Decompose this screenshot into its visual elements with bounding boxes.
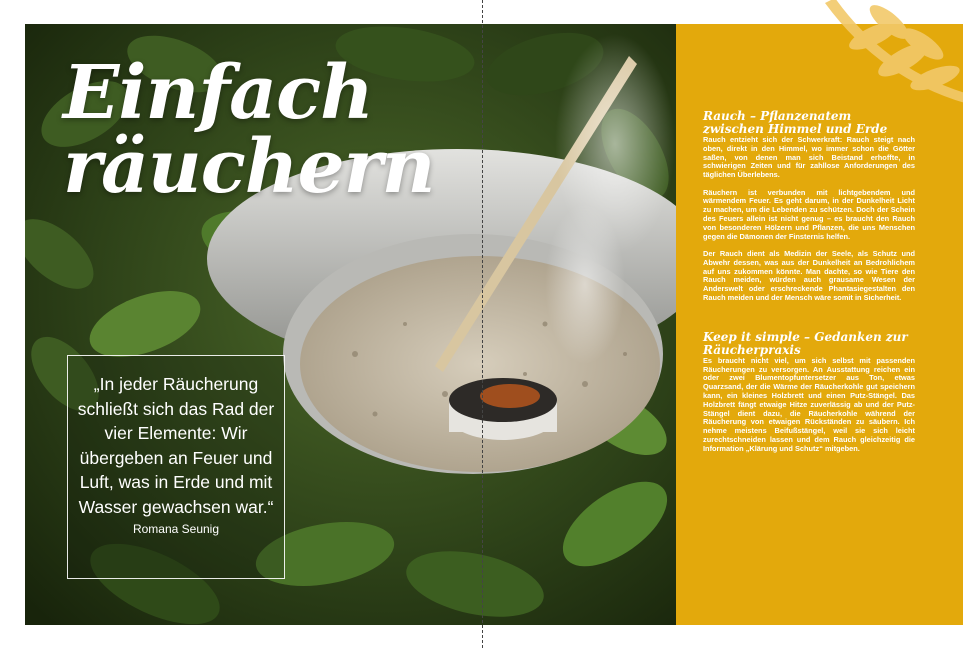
paragraph: Der Rauch dient als Medizin der Seele, als Schutz und Abwehr dessen, was aus der Dunkelheit an Bedrohlichem auf uns zukommen könnte. Man dachte, so wie Tiere den Rauch meiden, würden auch grausame Wesen der Anderswelt oder erschreckende Phantasiegestalten den Rauch meiden und der Mensch wäre somit in Sicherheit. xyxy=(703,248,915,302)
pull-quote xyxy=(67,355,285,579)
quote-text: „In jeder Räucherung schließt sich das Rad der vier Elemente: Wir übergeben an Feuer und Luft, was in Erde und mit Wasser gewachsen war.“ xyxy=(77,374,275,517)
section-heading: Rauch – Pflanzenatem zwischen Himmel und Erde xyxy=(703,109,888,136)
title-line-2: räuchern xyxy=(63,124,435,210)
paragraph: Räuchern ist verbunden mit lichtgebendem und wärmendem Feuer. Es geht darum, in der Dunkelheit Licht zu machen, um die Lebenden zu schützen. Doch der Schein des Feuers allein ist nicht genug – es braucht den Rauch von besonderen Hölzern und Pflanzen, die uns Menschen gegen die Dämonen der Finsternis helfen. xyxy=(703,187,915,241)
article-section-2 xyxy=(703,331,915,454)
wheat-leaf-icon xyxy=(825,0,963,108)
paragraph: Rauch entzieht sich der Schwerkraft: Rauch steigt nach oben, direkt in den Himmel, wo immer schon die Götter saßen, von denen man sich Beistand erhoffte, in schwierigen Zeiten und für zahllose Anforderungen des täglichen Überlebens. xyxy=(703,135,915,180)
page-fold-line xyxy=(482,0,483,648)
article-section-1 xyxy=(703,110,915,303)
section-heading: Keep it simple – Gedanken zur Räucherpraxis xyxy=(703,329,908,357)
quote-author: Romana Seunig xyxy=(132,522,220,536)
title-line-1: Einfach xyxy=(63,50,373,136)
paragraph: Es braucht nicht viel, um sich selbst mit passenden Räucherungen zu versorgen. An Ausstattung reichen ein oder zwei Blumentopfuntersetzer aus Ton, etwas Quarzsand, der die Wärme der Räucherkohle gut speichern kann, ein kleines Holzbrett und einen Putz-Stängel. Das Holzbrett fängt etwaige Hitze zuverlässig ab und der Putz-Stängel dient dazu, die Räucherkohle während der Räucherung von etwaigen Rückständen zu säubern. Ich nehme meistens Beifußstängel, weil sie sich leicht zurechtschneiden lassen und dem Rauch gleichzeitig die Information „Klärung und Schutz“ mitgeben. xyxy=(703,355,915,453)
article-panel xyxy=(676,24,963,625)
page-title xyxy=(63,50,435,210)
